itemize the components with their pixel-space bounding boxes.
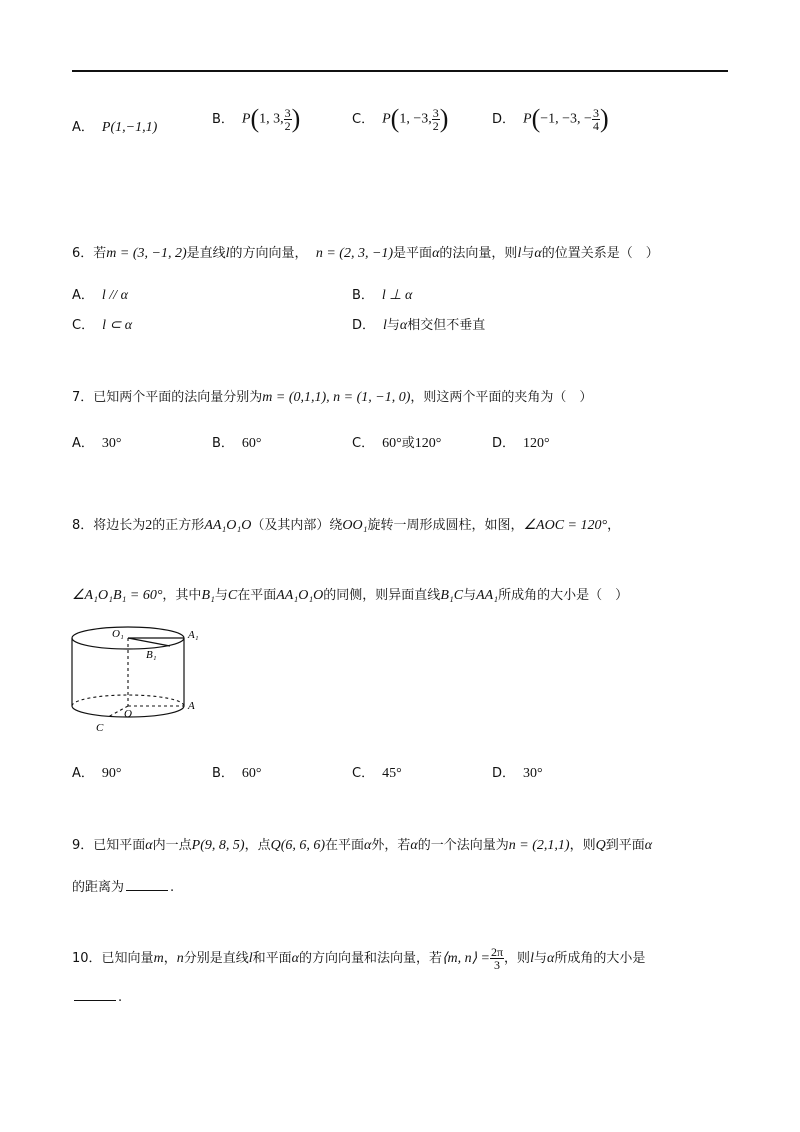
label-b1: B₁ <box>146 649 157 661</box>
q7-option-b[interactable]: B． 60° <box>212 436 262 451</box>
q6-option-b[interactable]: B． l ⊥ α <box>352 288 413 303</box>
fraction: $\frac{3}{4}$ <box>592 105 599 133</box>
q8-option-c[interactable]: C． 45° <box>352 766 402 781</box>
label-o1: O₁ <box>112 628 124 640</box>
q7-stem: 7．已知两个平面的法向量分别为m = (0,1,1), n = (1, −1, 0)，则这两个平面的夹角为（ ） <box>72 390 593 405</box>
q10-stem-line1: 10．已知向量m，n分别是直线l和平面α的方向向量和法向量，若⟨m, n⟩ = $\frac{2\pi}{3}$ ，则l与α所成角的大小是 <box>72 945 646 972</box>
fraction: $\frac{2\pi}{3}$ <box>490 945 504 972</box>
label-a: A <box>188 700 195 712</box>
segment-o1-b1 <box>128 638 170 646</box>
q6-stem: 6．若m = (3, −1, 2)是直线l的方向向量， n = (2, 3, −1)是平面α的法向量，则l与α的位置关系是（ ） <box>72 246 659 261</box>
label-o: O <box>124 708 132 720</box>
fraction: $\frac{3}{2}$ <box>432 105 439 133</box>
q8-stem-line2: ∠A₁O₁B₁ = 60°，其中B₁与C在平面AA₁O₁O的同侧，则异面直线B₁C与AA₁所成角的大小是（ ） <box>72 588 629 603</box>
q6-option-a[interactable]: A． l // α <box>72 288 128 303</box>
q8-option-d[interactable]: D． 30° <box>492 766 543 781</box>
label-a1: A₁ <box>188 629 199 641</box>
q9-stem-line1: 9．已知平面α内一点P(9, 8, 5)，点Q(6, 6, 6)在平面α外，若α的一个法向量为n = (2,1,1)，则Q到平面α <box>72 838 653 853</box>
answer-blank[interactable] <box>126 890 168 891</box>
header-rule <box>72 70 728 72</box>
q8-stem-line1: 8．将边长为2的正方形AA₁O₁O（及其内部）绕OO₁旋转一周形成圆柱，如图，∠AOC = 120°， <box>72 518 621 533</box>
q6-option-c[interactable]: C． l ⊂ α <box>72 318 133 333</box>
q8-option-a[interactable]: A． 90° <box>72 766 122 781</box>
q5-option-b[interactable]: B． P(1, 3, $\frac{3}{2}$ ) <box>212 104 301 133</box>
cylinder-figure <box>60 616 210 736</box>
q5-option-d[interactable]: D． P(−1, −3, − $\frac{3}{4}$ ) <box>492 104 609 133</box>
label-c: C <box>96 722 104 734</box>
q7-option-a[interactable]: A． 30° <box>72 436 122 451</box>
q7-option-c[interactable]: C． 60°或120° <box>352 436 442 451</box>
q5-option-a[interactable]: A． P(1,−1,1) <box>72 120 158 135</box>
q9-stem-line2: 的距离为 . <box>72 880 175 895</box>
answer-blank[interactable] <box>74 1000 116 1001</box>
q8-option-b[interactable]: B． 60° <box>212 766 262 781</box>
fraction: $\frac{3}{2}$ <box>284 105 291 133</box>
q7-option-d[interactable]: D． 120° <box>492 436 550 451</box>
q5-option-a-expr: P(1,−1,1) <box>101 120 158 135</box>
q5-option-c[interactable]: C． P(1, −3, $\frac{3}{2}$ ) <box>352 104 449 133</box>
q10-stem-line2: . <box>72 990 122 1005</box>
q6-option-d[interactable]: D． l与α相交但不垂直 <box>352 318 486 333</box>
